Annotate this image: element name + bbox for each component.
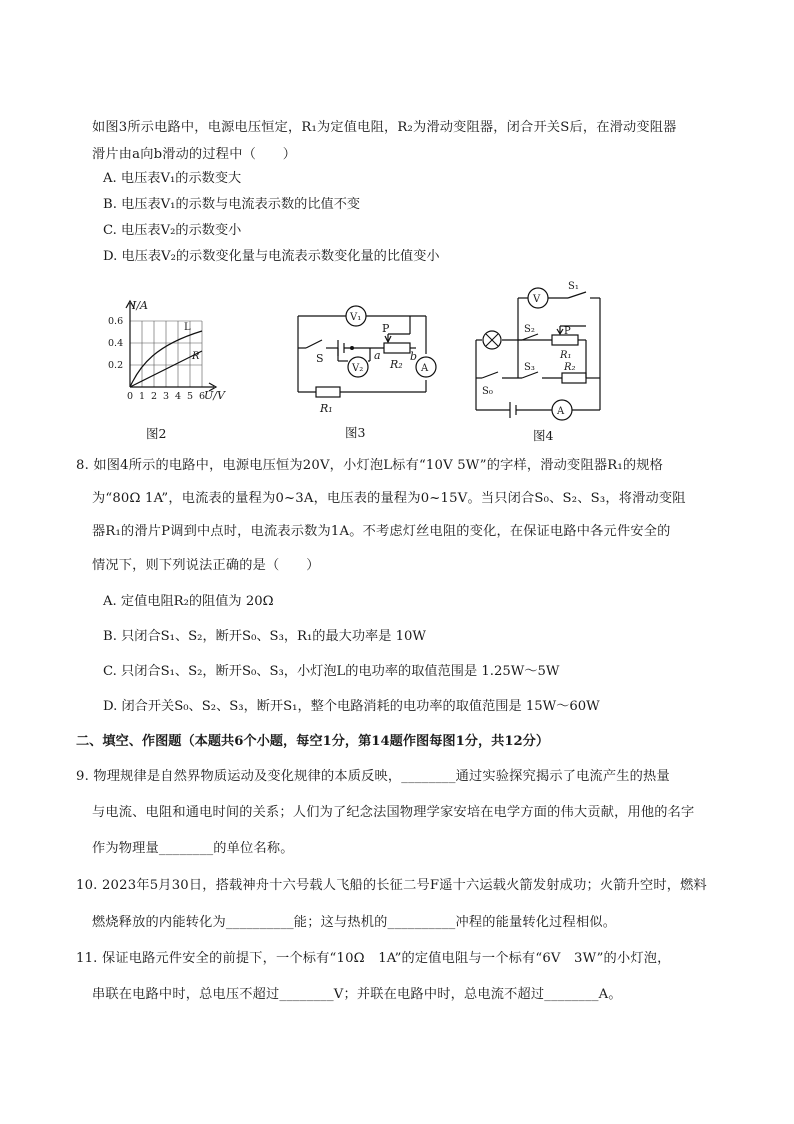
fig3-label-a: a	[374, 349, 381, 362]
q8-stem-line-2: 为“80Ω 1A”，电流表的量程为0~3A，电压表的量程为0~15V。当只闭合S₀、S₂、S₃，将滑动变阻	[92, 491, 686, 506]
q7-stem-line-1: 如图3所示电路中，电源电压恒定，R₁为定值电阻，R₂为滑动变阻器，闭合开关S后，在滑动变阻器	[92, 120, 677, 135]
fig2-x-tick-3: 3	[163, 391, 170, 402]
figure-4-caption: 图4	[533, 428, 554, 443]
q7-option-c: C. 电压表V₂的示数变小	[103, 223, 242, 238]
q10-line-2: 燃烧释放的内能转化为__________能；这与热机的__________冲程的能量转化过程相似。	[92, 915, 617, 930]
fig2-label-l: L	[184, 322, 191, 333]
q11-line-2: 串联在电路中时，总电压不超过________V；并联在电路中时，总电流不超过________A。	[92, 987, 622, 1002]
fig4-label-a: A	[557, 406, 565, 417]
q11-line-1: 11. 保证电路元件安全的前提下，一个标有“10Ω 1A”的定值电阻与一个标有“6V 3W”的小灯泡，	[76, 951, 671, 966]
fig2-y-tick-02: 0.2	[108, 360, 124, 371]
fig4-label-s3: S₃	[524, 362, 535, 373]
fig4-label-r1: R₁	[560, 350, 572, 361]
q8-option-d: D. 闭合开关S₀、S₂、S₃，断开S₁，整个电路消耗的电功率的取值范围是 15W～60W	[103, 699, 600, 714]
fig2-x-tick-2: 2	[151, 391, 158, 402]
fig2-x-axis-label: U/V	[204, 389, 225, 402]
fig2-label-r: R	[192, 351, 200, 362]
q7-option-a: A. 电压表V₁的示数变大	[103, 171, 242, 186]
q9-line-1: 9. 物理规律是自然界物质运动及变化规律的本质反映，________通过实验探究揭示了电流产生的热量	[76, 769, 670, 784]
q8-option-a: A. 定值电阻R₂的阻值为 20Ω	[103, 594, 274, 609]
fig3-label-v2: V₂	[352, 363, 364, 374]
fig4-label-s1: S₁	[568, 281, 579, 292]
fig2-x-tick-1: 1	[139, 391, 146, 402]
q10-line-1: 10. 2023年5月30日，搭载神舟十六号载人飞船的长征二号F遥十六运载火箭发射成功；火箭升空时，燃料	[76, 878, 707, 893]
fig3-label-s: S	[316, 352, 324, 365]
q7-stem-line-2: 滑片由a向b滑动的过程中（ ）	[92, 147, 297, 162]
fig4-label-p: P	[564, 326, 571, 337]
q7-option-d: D. 电压表V₂的示数变化量与电流表示数变化量的比值变小	[103, 249, 440, 264]
fig2-x-tick-4: 4	[175, 391, 182, 402]
fig2-axes	[126, 301, 216, 391]
q8-stem-line-3: 器R₁的滑片P调到中点时，电流表示数为1A。不考虑灯丝电阻的变化，在保证电路中各元件安全的	[92, 524, 671, 539]
q8-stem-line-1: 8. 如图4所示的电路中，电源电压恒为20V，小灯泡L标有“10V 5W”的字样，滑动变阻器R₁的规格	[76, 458, 663, 473]
fig4-label-v: V	[533, 294, 541, 305]
figure-2-caption: 图2	[146, 426, 167, 441]
fig3-label-v1: V₁	[350, 312, 362, 323]
fig4-label-s2: S₂	[524, 324, 535, 335]
fig3-label-r2: R₂	[390, 358, 403, 371]
fig3-node-a-icon	[350, 346, 354, 350]
q7-option-b: B. 电压表V₁的示数与电流表示数的比值不变	[103, 197, 361, 212]
fig2-x-tick-5: 5	[187, 391, 194, 402]
q9-line-2: 与电流、电阻和通电时间的关系；人们为了纪念法国物理学家安培在电学方面的伟大贡献，用他的名字	[92, 805, 695, 820]
fig2-x-tick-6: 6	[199, 391, 206, 402]
fig2-y-tick-04: 0.4	[108, 338, 124, 349]
q8-stem-line-4: 情况下，则下列说法正确的是（ ）	[92, 558, 320, 573]
fig4-label-s0: S₀	[482, 386, 493, 397]
fig2-y-tick-06: 0.6	[108, 316, 124, 327]
fig3-label-r1: R₁	[320, 402, 333, 415]
fig2-y-axis-label: I/A	[132, 299, 148, 312]
figure-3-caption: 图3	[345, 425, 366, 440]
q8-option-c: C. 只闭合S₁、S₂，断开S₀、S₃，小灯泡L的电功率的取值范围是 1.25W～5W	[103, 664, 560, 679]
fig3-label-b: b	[410, 350, 418, 363]
fig3-label-ammeter: A	[421, 363, 429, 374]
figure-4-circuit	[468, 278, 613, 424]
q9-line-3: 作为物理量________的单位名称。	[92, 841, 294, 856]
fig4-label-r2: R₂	[564, 362, 576, 373]
q8-option-b: B. 只闭合S₁、S₂，断开S₀、S₃，R₁的最大功率是 10W	[103, 629, 426, 644]
fig2-x-tick-0: 0	[127, 391, 134, 402]
figure-3-circuit	[290, 296, 440, 420]
fig3-label-p: P	[382, 322, 390, 335]
section-2-heading: 二、填空、作图题（本题共6个小题，每空1分，第14题作图每图1分，共12分）	[76, 734, 550, 749]
figure-2-iu-graph	[106, 295, 236, 410]
